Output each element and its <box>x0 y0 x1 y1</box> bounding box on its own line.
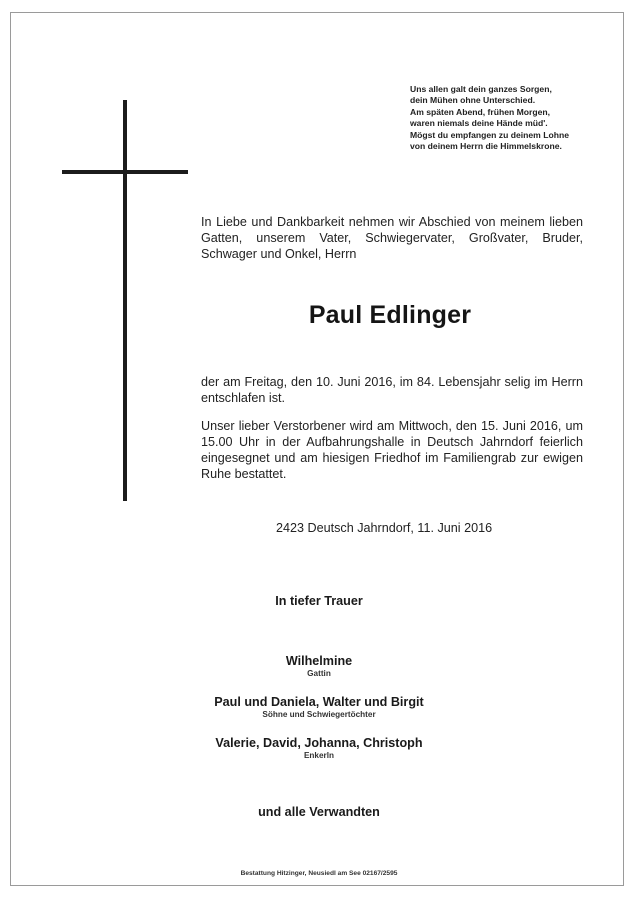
family-names: Wilhelmine <box>285 654 353 668</box>
family-role: Enkerln <box>303 751 335 760</box>
poem-verse <box>410 84 610 152</box>
poem-line: von deinem Herrn die Himmelskrone. <box>410 141 562 152</box>
poem-line: dein Mühen ohne Unterschied. <box>410 95 536 106</box>
family-names: Valerie, David, Johanna, Christoph <box>215 736 423 750</box>
funeral-home-footer: Bestattung Hitzinger, Neusiedl am See 02167/2595 <box>240 870 398 877</box>
mourning-heading: In tiefer Trauer <box>275 594 363 608</box>
cross-horizontal-bar <box>62 170 188 174</box>
relatives-line: und alle Verwandten <box>258 805 380 819</box>
poem-line: Mögst du empfangen zu deinem Lohne <box>410 129 569 140</box>
death-notice: der am Freitag, den 10. Juni 2016, im 84. Lebensjahr selig im Herrn entschlafen ist. <box>201 375 583 405</box>
intro-text: In Liebe und Dankbarkeit nehmen wir Abschied von meinem lieben Gatten, unserem Vater, Schwiegervater, Großvater, Bruder, Schwager und Onkel, Herrn <box>201 215 583 261</box>
family-names: Paul und Daniela, Walter und Birgit <box>214 695 424 709</box>
family-entry-children <box>160 695 478 720</box>
family-role: Gattin <box>307 669 331 678</box>
family-role: Söhne und Schwiegertöchter <box>262 710 376 719</box>
poem-line: Uns allen galt dein ganzes Sorgen, <box>410 84 552 94</box>
poem-line: Am späten Abend, frühen Morgen, <box>410 106 551 117</box>
family-entry-grandchildren <box>160 736 478 761</box>
cross-vertical-bar <box>123 100 127 501</box>
family-entry-spouse <box>160 654 478 679</box>
funeral-details: Unser lieber Verstorbener wird am Mittwoch, den 15. Juni 2016, um 15.00 Uhr in der Aufbahrungshalle in Deutsch Jahrndorf feierlich eingesegnet und am hiesigen Friedhof im Familiengrab zur ewigen Ruhe bestattet. <box>201 419 583 481</box>
poem-line: waren niemals deine Hände müd'. <box>410 118 548 129</box>
place-date: 2423 Deutsch Jahrndorf, 11. Juni 2016 <box>276 521 493 535</box>
deceased-name: Paul Edlinger <box>308 301 472 329</box>
